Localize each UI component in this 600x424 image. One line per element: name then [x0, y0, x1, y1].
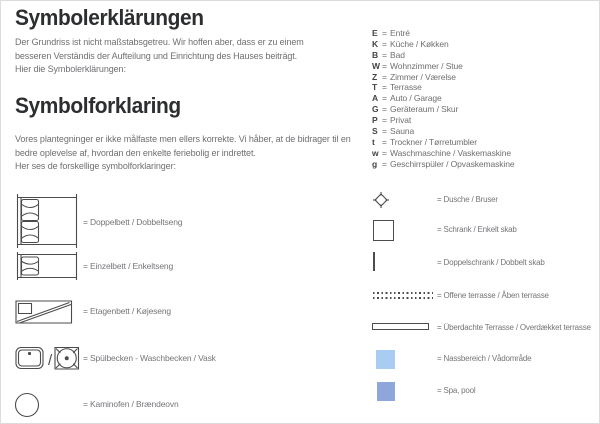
code-letter: E: [372, 28, 378, 38]
german-title: Symbolerklärungen: [15, 5, 204, 30]
code-letter: B: [372, 49, 379, 60]
wood-stove-icon: [14, 392, 40, 423]
single-closet-label: = Schrank / Enkelt skab: [437, 225, 517, 234]
equals-sign: =: [382, 104, 387, 115]
code-letter: Z: [372, 71, 378, 82]
double-bed-label: = Doppelbett / Dobbeltseng: [83, 217, 183, 227]
letter-codes-list: [372, 28, 514, 170]
danish-paragraph: [15, 133, 357, 174]
sink-label: = Spülbecken - Waschbecken / Vask: [83, 353, 216, 363]
equals-sign: =: [382, 136, 387, 147]
code-letter: A: [372, 93, 379, 104]
sink-icon: [15, 346, 45, 375]
equals-sign: =: [382, 158, 387, 169]
double-bed-icon: [15, 193, 79, 254]
code-row-shed: [372, 104, 514, 115]
single-bed-icon: [15, 251, 79, 286]
code-row-sauna: [372, 126, 514, 137]
bunk-bed-icon: [15, 299, 73, 330]
code-letter: P: [372, 115, 378, 126]
code-letter: K: [372, 38, 379, 49]
equals-sign: =: [382, 126, 387, 137]
code-row-dishwasher: [372, 159, 514, 170]
code-text: Wohnzimmer / Stue: [390, 60, 463, 71]
washbasin-icon: [54, 346, 80, 375]
code-text: Privat: [390, 115, 412, 126]
sink-separator: /: [48, 352, 53, 369]
shower-label: = Dusche / Bruser: [437, 195, 498, 204]
code-letter: T: [372, 82, 378, 93]
code-letter: t: [372, 136, 375, 147]
equals-sign: =: [382, 49, 387, 60]
equals-sign: =: [382, 93, 387, 104]
single-bed-label: = Einzelbett / Enkeltseng: [83, 261, 174, 271]
spa-pool-label: = Spa, pool: [437, 386, 476, 395]
equals-sign: =: [382, 71, 387, 82]
single-closet-icon: [373, 220, 394, 241]
equals-sign: =: [382, 28, 387, 38]
equals-sign: =: [382, 147, 387, 158]
code-letter: g: [372, 158, 378, 169]
sink-washbasin-group: [15, 346, 80, 375]
wet-area-icon: [376, 350, 395, 369]
code-row-livingroom: [372, 61, 514, 72]
covered-terrace-icon: [372, 323, 429, 330]
open-terrace-icon: [373, 292, 433, 299]
code-text: Trockner / Tørretumbler: [390, 136, 477, 147]
code-row-bath: [372, 50, 514, 61]
code-row-entre: [372, 28, 514, 39]
equals-sign: =: [382, 115, 387, 126]
code-letter: G: [372, 104, 379, 115]
code-row-terrace: [372, 82, 514, 93]
equals-sign: =: [382, 82, 387, 93]
code-row-garage: [372, 93, 514, 104]
code-row-dryer: [372, 137, 514, 148]
double-closet-icon: [373, 252, 375, 271]
code-row-kitchen: [372, 39, 514, 50]
code-text: Sauna: [390, 126, 415, 137]
code-text: Küche / Køkken: [390, 38, 449, 49]
code-row-washer: [372, 148, 514, 159]
code-row-room: [372, 72, 514, 83]
german-intro-text: Der Grundriss ist nicht maßstabsgetreu. Wir hoffen aber, dass er zu einem besseren Verständis der Aufteilung und Einrichtung des Hauses beiträgt.: [15, 37, 304, 61]
code-text: Geschirrspüler / Opvaskemaskine: [390, 158, 515, 169]
danish-intro-text: Vores plantegninger er ikke målfaste men ellers korrekte. Vi håber, at de bidrager til en bedre oplevelse af, hvordan den enkelte feriebolig er indrettet.: [15, 134, 351, 158]
code-letter: w: [372, 147, 379, 158]
covered-terrace-label: = Überdachte Terrasse / Overdækket terrasse: [437, 323, 591, 332]
shower-icon: [373, 192, 389, 213]
code-text: Terrasse: [390, 82, 422, 93]
german-paragraph: [15, 36, 331, 77]
equals-sign: =: [382, 38, 387, 49]
code-text: Bad: [390, 49, 405, 60]
german-outro-text: Hier die Symbolerklärungen:: [15, 64, 126, 74]
wood-stove-label: = Kaminofen / Brændeovn: [83, 399, 179, 409]
code-text: Auto / Garage: [390, 93, 442, 104]
code-text: Zimmer / Værelse: [390, 71, 456, 82]
wet-area-label: = Nassbereich / Vådområde: [437, 354, 532, 363]
code-row-private: [372, 115, 514, 126]
code-text: Entré: [390, 28, 410, 38]
bunk-bed-label: = Etagenbett / Køjeseng: [83, 306, 171, 316]
equals-sign: =: [382, 60, 387, 71]
danish-title: Symbolforklaring: [15, 93, 181, 118]
danish-outro-text: Her ses de forskellige symbolforklaringer:: [15, 161, 176, 171]
code-letter: S: [372, 126, 378, 137]
spa-pool-icon: [377, 382, 395, 401]
code-text: Waschmaschine / Vaskemaskine: [390, 147, 511, 158]
code-letter: W: [372, 60, 380, 71]
code-text: Geräteraum / Skur: [390, 104, 459, 115]
double-closet-label: = Doppelschrank / Dobbelt skab: [437, 258, 545, 267]
open-terrace-label: = Offene terrasse / Åben terrasse: [437, 291, 549, 300]
